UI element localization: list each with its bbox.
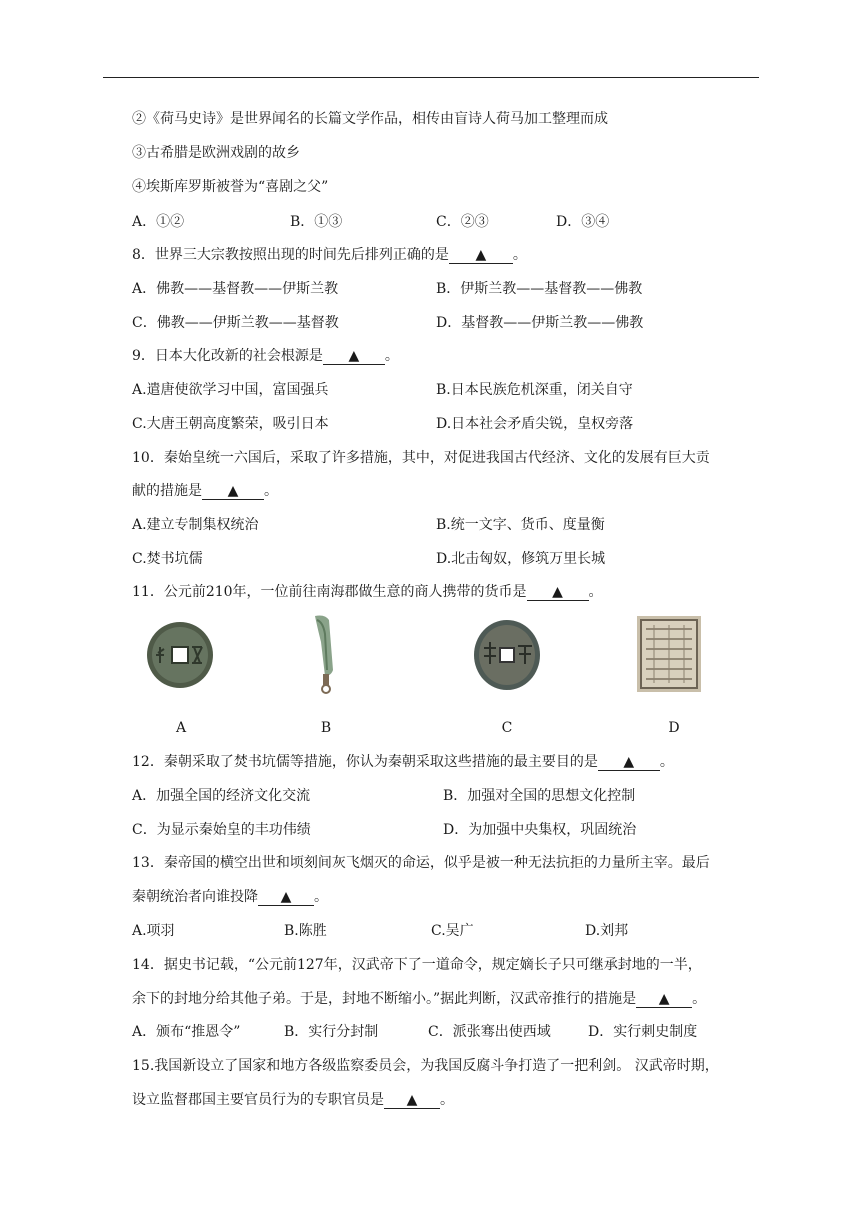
q13-option-c[interactable]: C.吴广 (431, 923, 474, 939)
answer-blank[interactable] (527, 584, 589, 601)
q14-stem-line1: 14．据史书记载，“公元前127年，汉武帝下了一道命令，规定嫡长子只可继承封地的一半， (132, 957, 702, 973)
q10-option-b[interactable]: B.统一文字、货币、度量衡 (436, 517, 605, 533)
q9-option-b[interactable]: B.日本民族危机深重，闭关自守 (436, 382, 633, 398)
answer-blank[interactable] (323, 348, 385, 365)
q11-stem (132, 582, 603, 602)
q8-option-b[interactable]: B．伊斯兰教——基督教——佛教 (436, 281, 643, 297)
q7-option-c[interactable]: C．②③ (436, 214, 489, 230)
q13-stem-end: 。 (314, 889, 328, 905)
q10-option-a[interactable]: A.建立专制集权统治 (132, 517, 259, 533)
q11-stem-end: 。 (588, 584, 603, 600)
q7-option-d[interactable]: D．③④ (556, 214, 610, 230)
triangle-icon: ▲ (475, 247, 487, 263)
q12-option-a[interactable]: A．加强全国的经济文化交流 (132, 788, 311, 804)
q15-stem-line2 (132, 1090, 454, 1110)
answer-blank[interactable] (449, 247, 513, 264)
coin-image-b[interactable] (303, 612, 343, 698)
q10-stem-line1: 10．秦始皇统一六国后，采取了许多措施，其中，对促进我国古代经济、文化的发展有巨大贡 (132, 450, 710, 466)
header-rule (103, 77, 759, 78)
q13-stem-line1: 13．秦帝国的横空出世和顷刻间灰飞烟灭的命运，似乎是被一种无法抗拒的力量所主宰。最后 (132, 855, 710, 871)
q9-option-c[interactable]: C.大唐王朝高度繁荣，吸引日本 (132, 416, 329, 432)
q14-option-c[interactable]: C．派张骞出使西域 (428, 1024, 551, 1040)
q13-stem-text: 秦朝统治者向谁投降 (132, 889, 258, 905)
q7-option-b[interactable]: B．①③ (290, 214, 343, 230)
q9-stem-text: 9．日本大化改新的社会根源是 (132, 348, 323, 364)
q14-option-b[interactable]: B．实行分封制 (284, 1024, 379, 1040)
answer-blank[interactable] (598, 754, 660, 771)
q15-stem-text: 设立监督郡国主要官员行为的专职官员是 (132, 1092, 384, 1108)
q14-option-a[interactable]: A．颁布“推恩令” (132, 1024, 241, 1040)
q13-option-a[interactable]: A.项羽 (132, 923, 175, 939)
q10-option-d[interactable]: D.北击匈奴，修筑万里长城 (436, 551, 606, 567)
answer-blank[interactable] (636, 991, 692, 1008)
q14-stem-text: 余下的封地分给其他子弟。于是，封地不断缩小。”据此判断，汉武帝推行的措施是 (132, 991, 637, 1007)
q8-option-d[interactable]: D．基督教——伊斯兰教——佛教 (436, 315, 644, 331)
q8-option-c[interactable]: C．佛教——伊斯兰教——基督教 (132, 315, 339, 331)
q14-stem-end: 。 (692, 991, 707, 1007)
q12-stem-end: 。 (659, 754, 674, 770)
q8-stem-end: 。 (512, 247, 527, 263)
q8-stem (132, 245, 527, 265)
q12-option-c[interactable]: C．为显示秦始皇的丰功伟绩 (132, 822, 311, 838)
q10-option-c[interactable]: C.焚书坑儒 (132, 551, 203, 567)
knife-money-icon (303, 612, 343, 694)
answer-blank[interactable] (384, 1092, 440, 1109)
q10-stem-end: 。 (264, 483, 278, 499)
triangle-icon: ▲ (406, 1092, 418, 1108)
triangle-icon: ▲ (348, 348, 360, 364)
q7-statement-2: ②《荷马史诗》是世界闻名的长篇文学作品，相传由盲诗人荷马加工整理而成 (132, 111, 608, 127)
q10-stem-line2 (132, 481, 278, 501)
answer-blank[interactable] (258, 889, 314, 906)
q12-stem-text: 12．秦朝采取了焚书坑儒等措施，你认为秦朝采取这些措施的最主要目的是 (132, 754, 598, 770)
jiaozi-paper-money-icon (636, 615, 702, 693)
q14-option-d[interactable]: D．实行刺史制度 (588, 1024, 698, 1040)
coin-label-a: A (175, 720, 187, 736)
wuzhu-coin-icon (146, 617, 214, 693)
q13-option-d[interactable]: D.刘邦 (585, 923, 629, 939)
q8-option-a[interactable]: A．佛教——基督教——伊斯兰教 (132, 281, 339, 297)
banliang-coin-icon (472, 618, 542, 692)
coin-image-d[interactable] (636, 615, 702, 697)
coin-image-c[interactable] (472, 618, 542, 696)
q9-option-d[interactable]: D.日本社会矛盾尖锐，皇权旁落 (436, 416, 634, 432)
q9-stem-end: 。 (384, 348, 399, 364)
q12-option-d[interactable]: D．为加强中央集权，巩固统治 (443, 822, 637, 838)
q13-stem-line2 (132, 887, 328, 907)
q14-stem-line2 (132, 989, 706, 1009)
coin-label-d: D (668, 720, 680, 736)
q11-stem-text: 11．公元前210年，一位前往南海郡做生意的商人携带的货币是 (132, 584, 527, 600)
answer-blank[interactable] (202, 483, 264, 500)
q7-statement-4: ④埃斯库罗斯被誉为“喜剧之父” (132, 179, 329, 195)
q12-stem (132, 752, 674, 772)
triangle-icon: ▲ (552, 584, 563, 600)
coin-image-a[interactable] (146, 617, 214, 697)
triangle-icon: ▲ (658, 991, 670, 1007)
coin-label-c: C (501, 720, 513, 736)
triangle-icon: ▲ (280, 889, 292, 905)
q9-stem (132, 346, 399, 366)
q15-stem-end: 。 (440, 1092, 454, 1108)
q13-option-b[interactable]: B.陈胜 (284, 923, 327, 939)
triangle-icon: ▲ (227, 483, 239, 499)
q15-stem-line1: 15.我国新设立了国家和地方各级监察委员会，为我国反腐斗争打造了一把利剑。 汉武帝时期， (132, 1058, 719, 1074)
q10-stem-text: 献的措施是 (132, 483, 202, 499)
q12-option-b[interactable]: B．加强对全国的思想文化控制 (443, 788, 636, 804)
coin-label-b: B (320, 720, 332, 736)
triangle-icon: ▲ (623, 754, 635, 770)
q8-stem-text: 8．世界三大宗教按照出现的时间先后排列正确的是 (132, 247, 449, 263)
q7-option-a[interactable]: A．①② (132, 214, 185, 230)
q7-statement-3: ③古希腊是欧洲戏剧的故乡 (132, 145, 300, 161)
q9-option-a[interactable]: A.遣唐使欲学习中国，富国强兵 (132, 382, 329, 398)
